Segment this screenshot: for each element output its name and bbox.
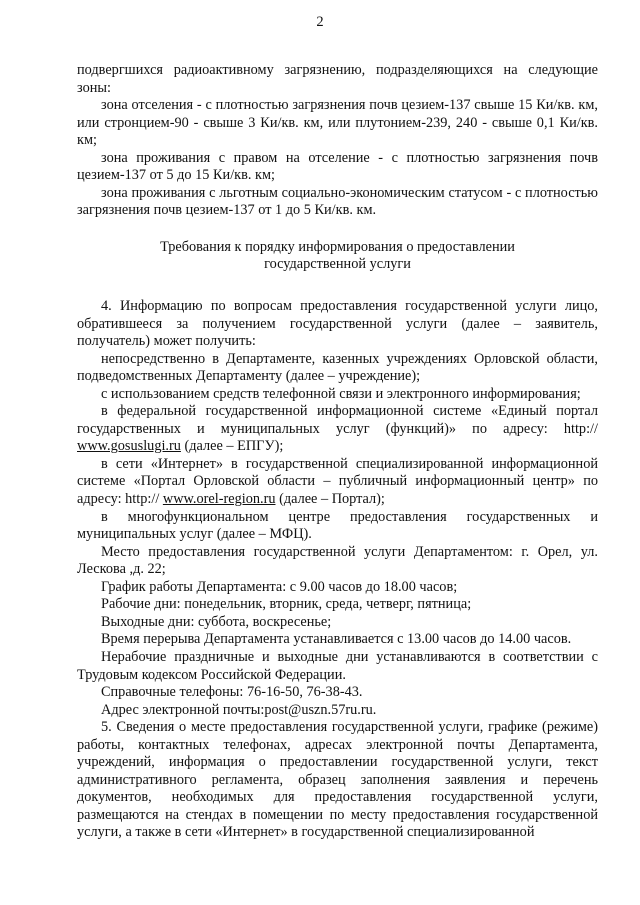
paragraph-location: Место предоставления государственной услуги Департаментом: г. Орел, ул. Лескова ,д. 22; [77, 543, 598, 578]
paragraph-right-to-resettle-zone: зона проживания с правом на отселение - с плотностью загрязнения почв цезием-137 от 5 до 15 Ки/кв. км; [77, 149, 598, 184]
page-number: 2 [316, 14, 324, 30]
paragraph-zones-intro: подвергшихся радиоактивному загрязнению, подразделяющихся на следующие зоны: [77, 62, 598, 96]
paragraph-telephone: с использованием средств телефонной связи и электронного информирования; [101, 385, 581, 402]
paragraph-mfc: в многофункциональном центре предоставления государственных и муниципальных услуг (далее – МФЦ). [77, 508, 598, 543]
paragraph-working-days: Рабочие дни: понедельник, вторник, среда, четверг, пятница; [101, 596, 472, 613]
paragraph-resettlement-zone: зона отселения - с плотностью загрязнения почв цезием-137 свыше 15 Ки/кв. км, или стронцием-90 - свыше 3 Ки/кв. км, или плутонием-239, 240 - свыше 0,1 Ки/кв. км; [77, 97, 598, 149]
portal-text-pre: в сети «Интернет» в государственной специализированной информационной системе «Портал Орловской области – публичный информационный центр» по адресу: http:// [77, 455, 598, 508]
paragraph-epgu [77, 403, 598, 456]
section-heading-line-1: Требования к порядку информирования о предоставлении [160, 238, 515, 255]
paragraph-work-schedule: График работы Департамента: с 9.00 часов до 18.00 часов; [101, 578, 458, 595]
paragraph-phones: Справочные телефоны: 76-16-50, 76-38-43. [101, 684, 363, 701]
paragraph-days-off: Выходные дни: суббота, воскресенье; [101, 613, 332, 630]
gosuslugi-link[interactable]: www.gosuslugi.ru [77, 438, 181, 455]
paragraph-preferential-status-zone: зона проживания с льготным социально-экономическим статусом - с плотностью загрязнения почв цезием-137 от 1 до 5 Ки/кв. км. [77, 184, 598, 219]
epgu-text-post: (далее – ЕПГУ); [180, 438, 284, 455]
section-heading [77, 239, 598, 274]
paragraph-item-5: 5. Сведения о месте предоставления государственной услуги, графике (режиме) работы, контактных телефонах, адресах электронной почты Департамента, учреждений, информация о предоставлении государственной услуги, текст административного регламента, образец заполнения заявления и перечень документов, необходимых для предоставления государственной услуги, размещаются на стендах в помещении по месту предоставления государственной услуги, а также в сети «Интернет» в государственной специализированной [77, 719, 598, 841]
orel-region-link[interactable]: www.orel-region.ru [162, 491, 276, 508]
paragraph-portal [77, 456, 598, 509]
paragraph-email: Адрес электронной почты:post@uszn.57ru.ru. [101, 701, 377, 718]
paragraph-holidays: Нерабочие праздничные и выходные дни устанавливаются в соответствии с Трудовым кодексом Российской Федерации. [77, 648, 598, 683]
document-body [77, 62, 598, 842]
section-heading-line-2: государственной услуги [264, 256, 411, 273]
paragraph-department-direct: непосредственно в Департаменте, казенных учреждениях Орловской области, подведомственных Департаменту (далее – учреждение); [77, 350, 598, 385]
paragraph-break-time: Время перерыва Департамента устанавливается с 13.00 часов до 14.00 часов. [101, 631, 572, 648]
paragraph-item-4: 4. Информацию по вопросам предоставления государственной услуги лицо, обратившееся за получением государственной услуги (далее – заявитель, получатель) может получить: [77, 298, 598, 350]
epgu-text-pre: в федеральной государственной информационной системе «Единый портал государственных и муниципальных услуг (функций)» по адресу: http:// [77, 403, 598, 437]
portal-text-post: (далее – Портал); [275, 491, 385, 508]
